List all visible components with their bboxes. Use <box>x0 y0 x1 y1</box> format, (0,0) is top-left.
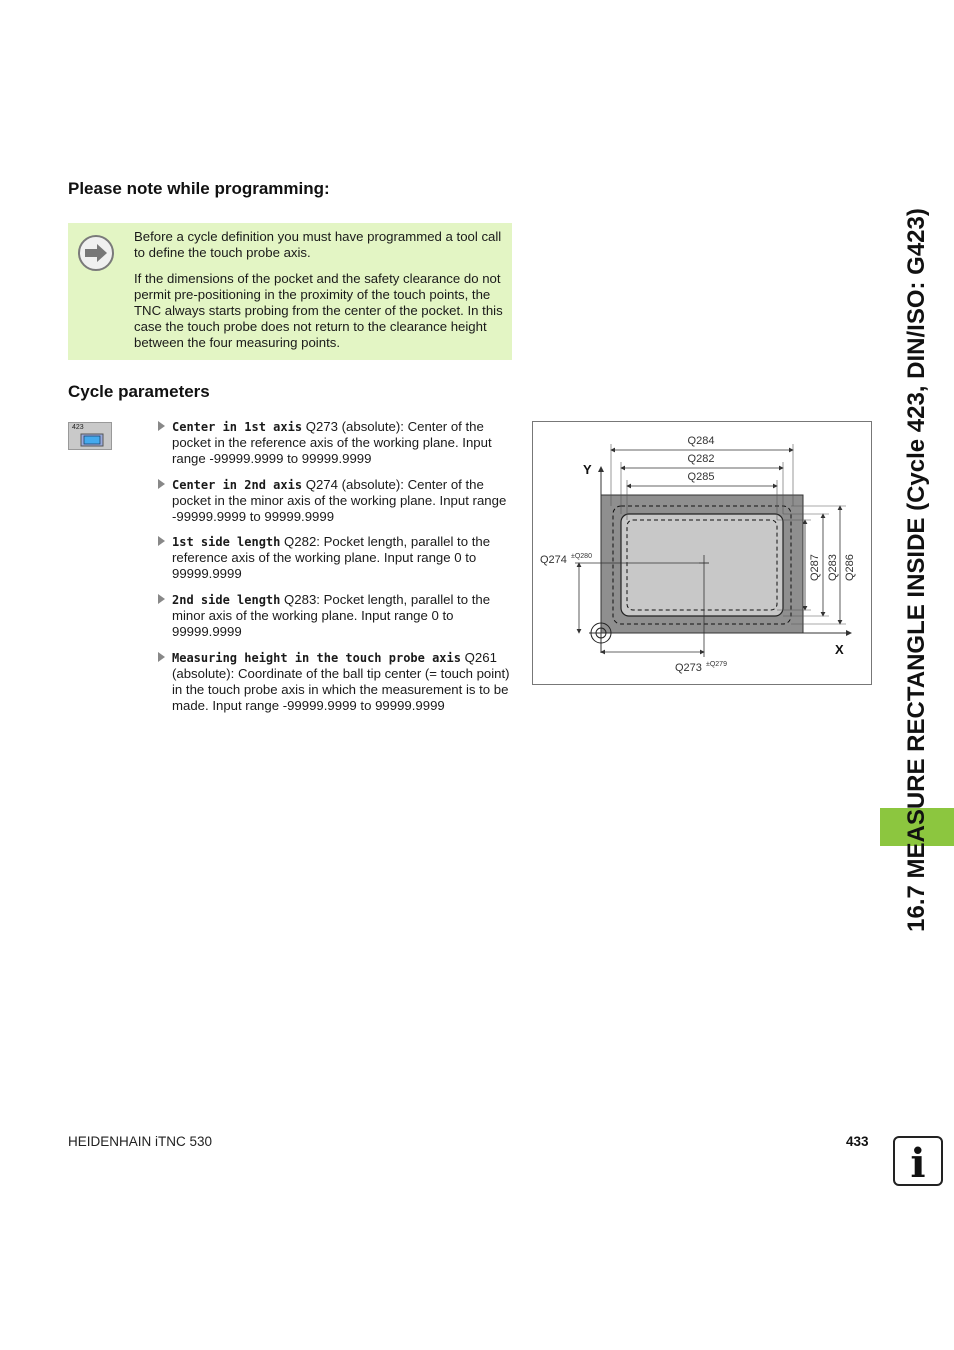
parameter-name: 2nd side length <box>172 593 281 607</box>
parameter-description: Q273 (absolute): Center of the pocket in the reference axis of the working plane. Input range -99999.9999 to 99999.9999 <box>172 419 492 466</box>
bullet-triangle-icon <box>158 652 165 662</box>
label-q274: Q274 <box>540 554 567 566</box>
parameter-name: Center in 1st axis <box>172 420 303 434</box>
info-icon <box>893 1136 943 1186</box>
pocket-measurement-diagram <box>532 421 872 685</box>
parameter-description: Q261 (absolute): Coordinate of the ball tip center (= touch point) in the touch probe axis in which the measurement is to be made. Input range -99999.9999 to 99999.9999 <box>172 650 510 713</box>
label-q284: Q284 <box>687 435 715 447</box>
parameter-name: Center in 2nd axis <box>172 478 303 492</box>
label-q283: Q283 <box>827 554 839 581</box>
parameter-center-2nd-axis <box>158 477 510 525</box>
section-title-text: 16.7 MEASURE RECTANGLE INSIDE (Cycle 423, DIN/ISO: G423) <box>903 208 930 932</box>
bullet-triangle-icon <box>158 479 165 489</box>
label-q273: Q273 <box>675 662 702 674</box>
parameter-center-1st-axis <box>158 419 510 467</box>
parameter-description: Q283: Pocket length, parallel to the minor axis of the working plane. Input range 0 to 99999.9999 <box>172 592 491 639</box>
label-q279: ±Q279 <box>706 661 727 668</box>
cycle-423-icon <box>68 422 112 450</box>
bullet-triangle-icon <box>158 536 165 546</box>
parameter-name: Measuring height in the touch probe axis <box>172 651 461 665</box>
label-y-axis: Y <box>583 462 592 477</box>
label-q280: ±Q280 <box>571 553 592 560</box>
bullet-triangle-icon <box>158 421 165 431</box>
vertical-section-title <box>880 180 954 960</box>
arrow-right-icon <box>78 235 114 271</box>
note-paragraph: Before a cycle definition you must have programmed a tool call to define the touch probe axis. <box>134 229 502 260</box>
parameter-name: 1st side length <box>172 535 281 549</box>
label-q287: Q287 <box>809 554 821 581</box>
note-box <box>68 223 512 360</box>
parameter-description: Q282: Pocket length, parallel to the reference axis of the working plane. Input range 0 to 99999.9999 <box>172 534 491 581</box>
label-q286: Q286 <box>844 554 856 581</box>
parameter-measuring-height <box>158 650 510 714</box>
parameter-description: Q274 (absolute): Center of the pocket in the minor axis of the working plane. Input range -99999.9999 to 99999.9999 <box>172 477 507 524</box>
page-number: 433 <box>846 1134 869 1149</box>
info-icon-glyph: i <box>910 1140 926 1187</box>
parameter-2nd-side-length <box>158 592 510 640</box>
section-heading-programming-notes: Please note while programming: <box>68 179 330 198</box>
section-heading-cycle-parameters: Cycle parameters <box>68 382 210 401</box>
cycle-number: 423 <box>72 424 84 431</box>
bullet-triangle-icon <box>158 594 165 604</box>
note-paragraph: If the dimensions of the pocket and the safety clearance do not permit pre-positioning in the proximity of the touch points, the TNC always starts probing from the center of the pocket. In this case the touch probe does not return to the clearance height between the four measuring points. <box>134 271 503 350</box>
label-q282: Q282 <box>687 453 715 465</box>
footer-product-name: HEIDENHAIN iTNC 530 <box>68 1134 213 1149</box>
label-q285: Q285 <box>687 471 715 483</box>
parameter-1st-side-length <box>158 534 510 582</box>
label-x-axis: X <box>835 642 844 657</box>
